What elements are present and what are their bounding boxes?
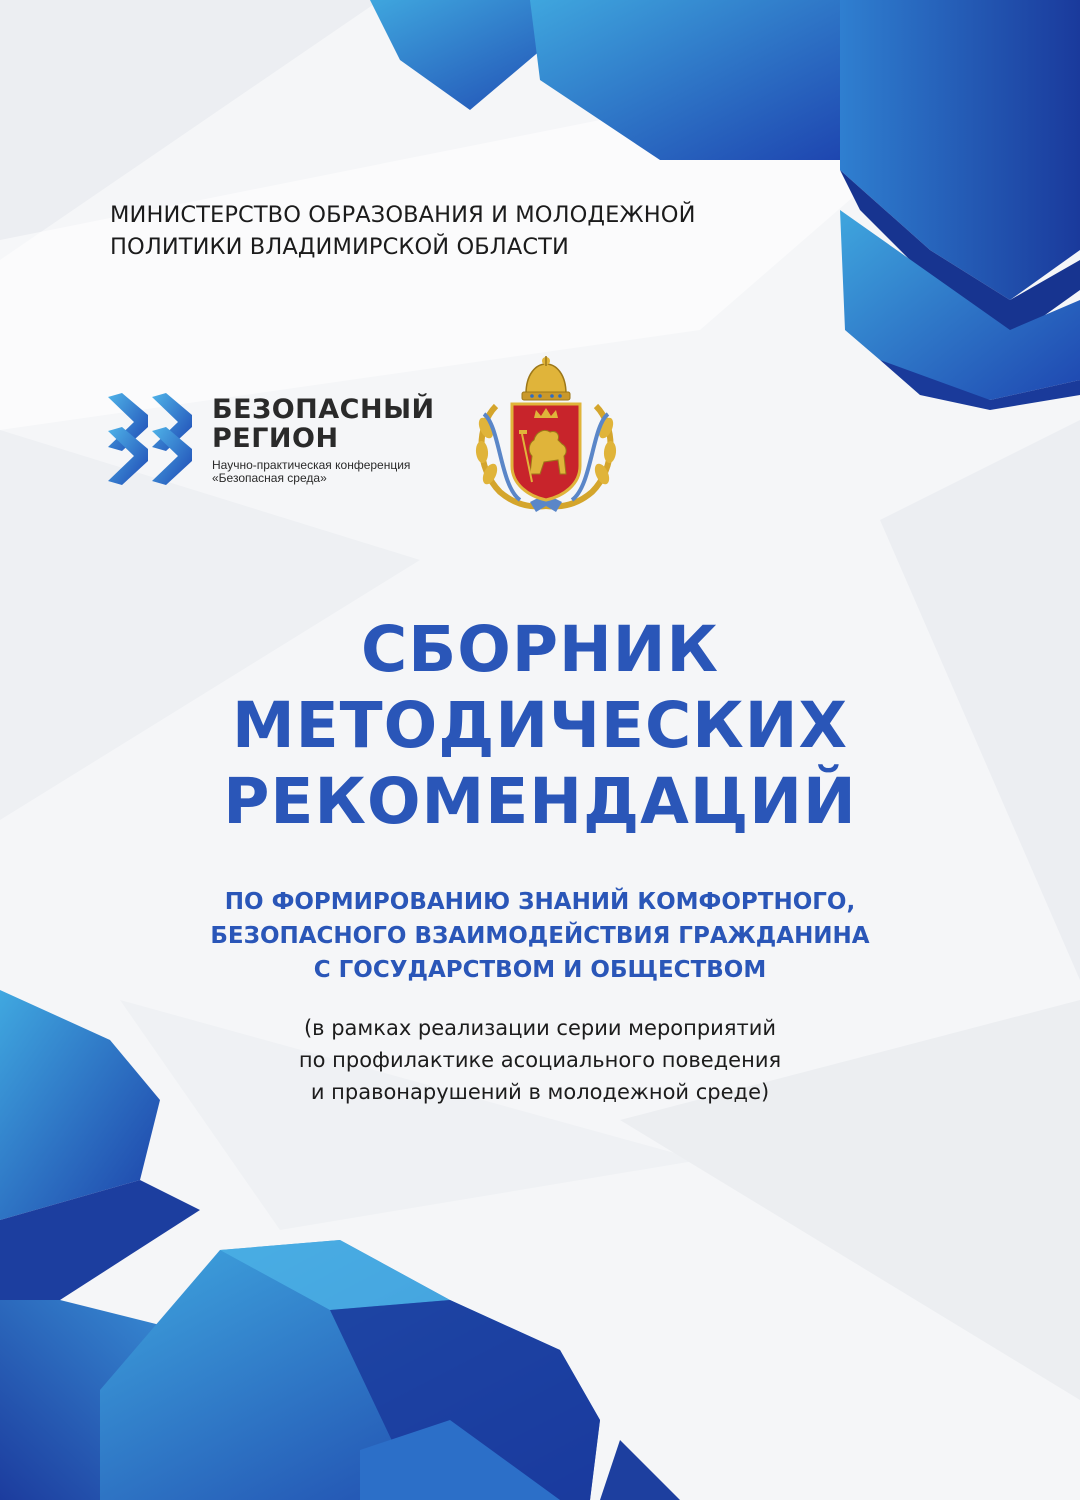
title-line-1: СБОРНИК	[361, 613, 719, 686]
subtitle-line-3: С ГОСУДАРСТВОМ И ОБЩЕСТВОМ	[313, 957, 767, 983]
note-line-3: и правонарушений в молодежной среде)	[310, 1080, 770, 1104]
page-title	[0, 612, 1080, 840]
vladimir-oblast-coat-of-arms-icon	[470, 356, 622, 514]
ministry-heading	[110, 199, 830, 263]
logo-title-line-2: РЕГИОН	[212, 423, 339, 454]
note-line-2: по профилактике асоциального поведения	[298, 1048, 782, 1072]
context-note	[0, 1012, 1080, 1108]
title-line-3: РЕКОМЕНДАЦИЙ	[223, 765, 857, 838]
logo-subtitle-line-1: Научно-практическая конференция	[212, 458, 411, 472]
title-line-2: МЕТОДИЧЕСКИХ	[231, 689, 849, 762]
logo-title-line-1: БЕЗОПАСНЫЙ	[212, 394, 435, 425]
logo-title	[212, 395, 435, 453]
logo-subtitle	[212, 459, 410, 485]
logo-subtitle-line-2: «Безопасная среда»	[212, 471, 327, 485]
subtitle-line-1: ПО ФОРМИРОВАНИЮ ЗНАНИЙ КОМФОРТНОГО,	[224, 889, 856, 915]
bz-chevron-logo-icon	[108, 393, 194, 485]
safe-region-logo	[108, 393, 448, 488]
note-line-1: (в рамках реализации серии мероприятий	[303, 1016, 776, 1040]
ministry-line-2: ПОЛИТИКИ ВЛАДИМИРСКОЙ ОБЛАСТИ	[110, 234, 569, 260]
page-subtitle	[0, 885, 1080, 987]
subtitle-line-2: БЕЗОПАСНОГО ВЗАИМОДЕЙСТВИЯ ГРАЖДАНИНА	[210, 923, 870, 949]
ministry-line-1: МИНИСТЕРСТВО ОБРАЗОВАНИЯ И МОЛОДЕЖНОЙ	[110, 202, 696, 228]
